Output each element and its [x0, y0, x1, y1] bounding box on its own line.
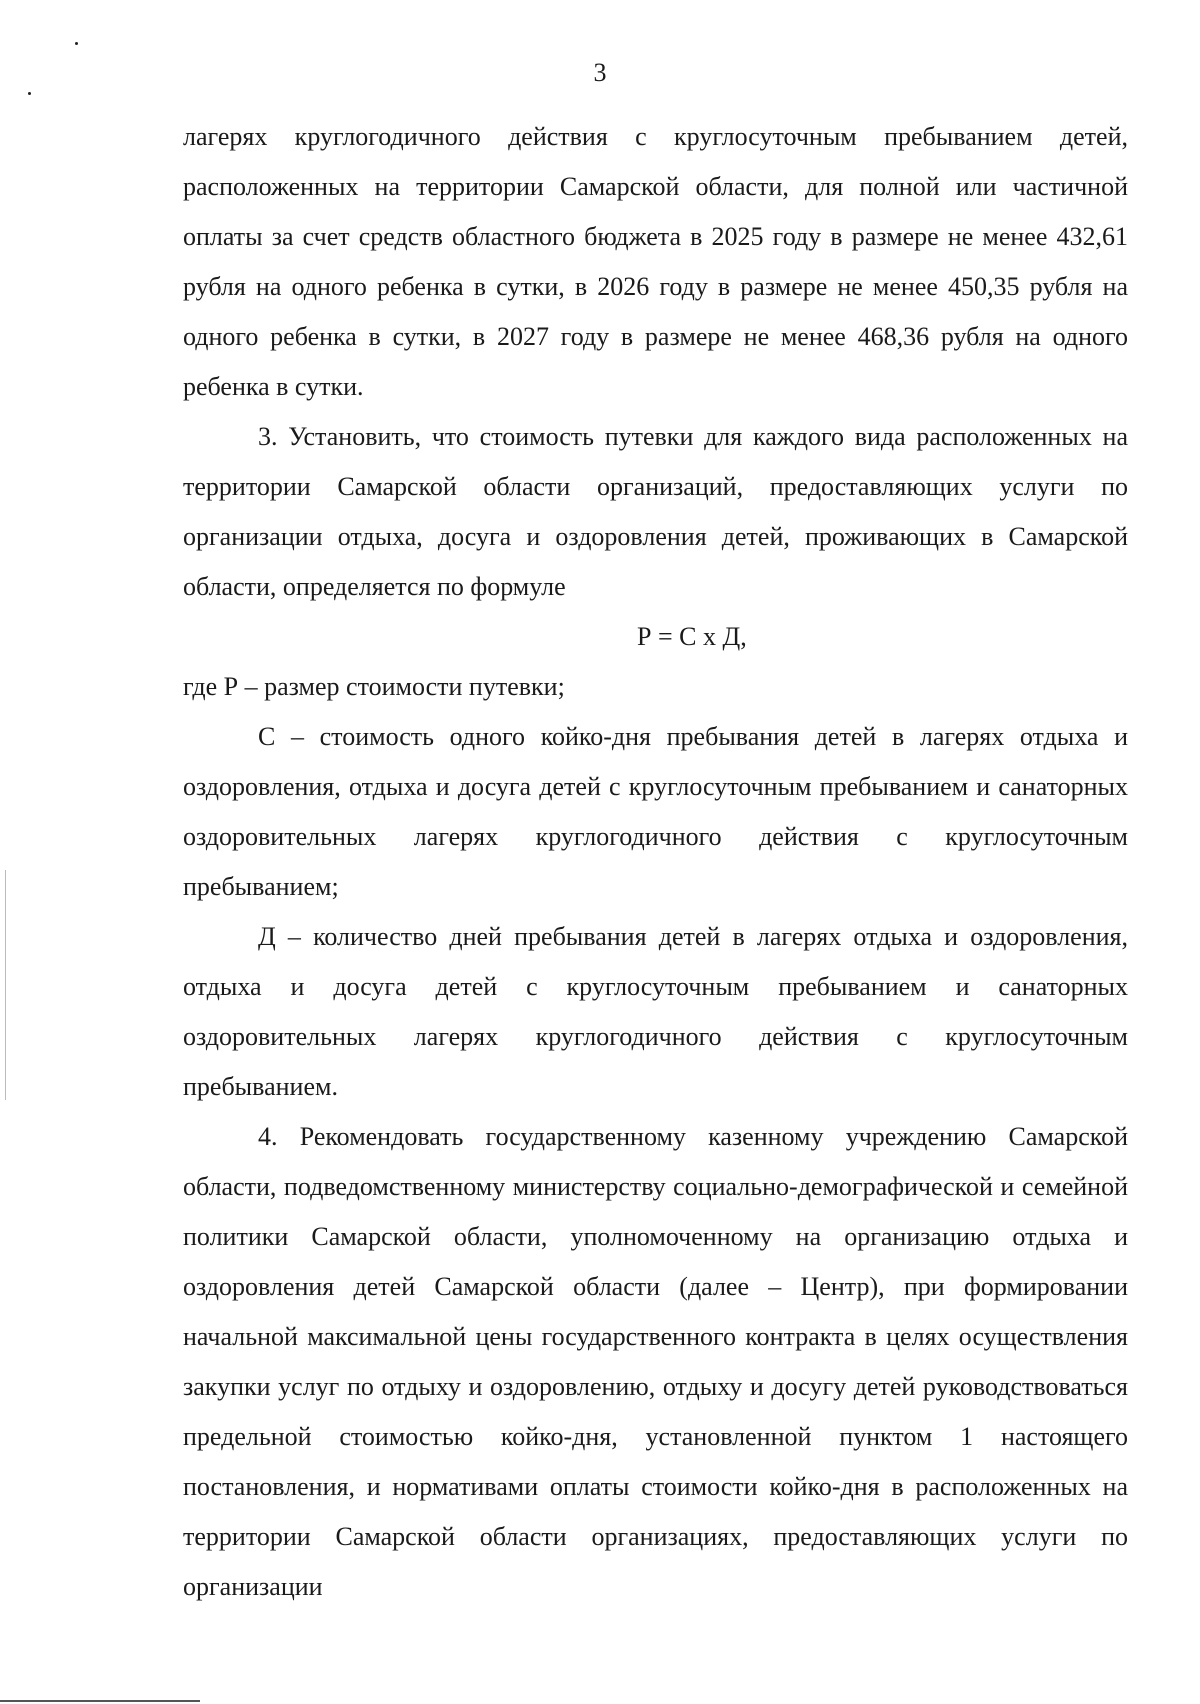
scan-bottom-line — [0, 1700, 200, 1702]
formula-where-clause: где Р – размер стоимости путевки; — [183, 672, 565, 701]
page-number: 3 — [593, 58, 607, 87]
formula: Р = С х Д, — [637, 622, 747, 651]
paragraph-item-4: 4. Рекомендовать государственному казенному учреждению Самарской области, подведомственному министерству социально-демографической и семейной политики Самарской области, уполномоченному на организацию отдыха и оздоровления детей Самарской области (далее – Центр), при формировании начальной максимальной цены государственного контракта в целях осуществления закупки услуг по отдыху и оздоровлению, отдыху и досугу детей руководствоваться предельной стоимостью койко-дня, установленной пунктом 1 настоящего постановления, и нормативами оплаты стоимости койко-дня в расположенных на территории Самарской области организациях, предоставляющих услуги по организации — [183, 1122, 1128, 1601]
paragraph-continuation: лагерях круглогодичного действия с круглосуточным пребыванием детей, расположенных на территории Самарской области, для полной или частичной оплаты за счет средств областного бюджета в 2025 году в размере не менее 432,61 рубля на одного ребенка в сутки, в 2026 году в размере не менее 450,35 рубля на одного ребенка в сутки, в 2027 году в размере не менее 468,36 рубля на одного ребенка в сутки. — [183, 122, 1128, 401]
document-body — [183, 112, 1128, 1612]
scan-speck — [75, 42, 78, 45]
definition-d: Д – количество дней пребывания детей в лагерях отдыха и оздоровления, отдыха и досуга детей с круглосуточным пребыванием и санаторных оздоровительных лагерях круглогодичного действия с круглосуточным пребыванием. — [183, 922, 1128, 1101]
scan-edge-mark — [5, 870, 6, 1100]
definition-c: С – стоимость одного койко-дня пребывания детей в лагерях отдыха и оздоровления, отдыха и досуга детей с круглосуточным пребыванием и санаторных оздоровительных лагерях круглогодичного действия с круглосуточным пребыванием; — [183, 722, 1128, 901]
scan-speck — [28, 92, 31, 95]
paragraph-item-3: 3. Установить, что стоимость путевки для каждого вида расположенных на территории Самарской области организаций, предоставляющих услуги по организации отдыха, досуга и оздоровления детей, проживающих в Самарской области, определяется по формуле — [183, 422, 1128, 601]
